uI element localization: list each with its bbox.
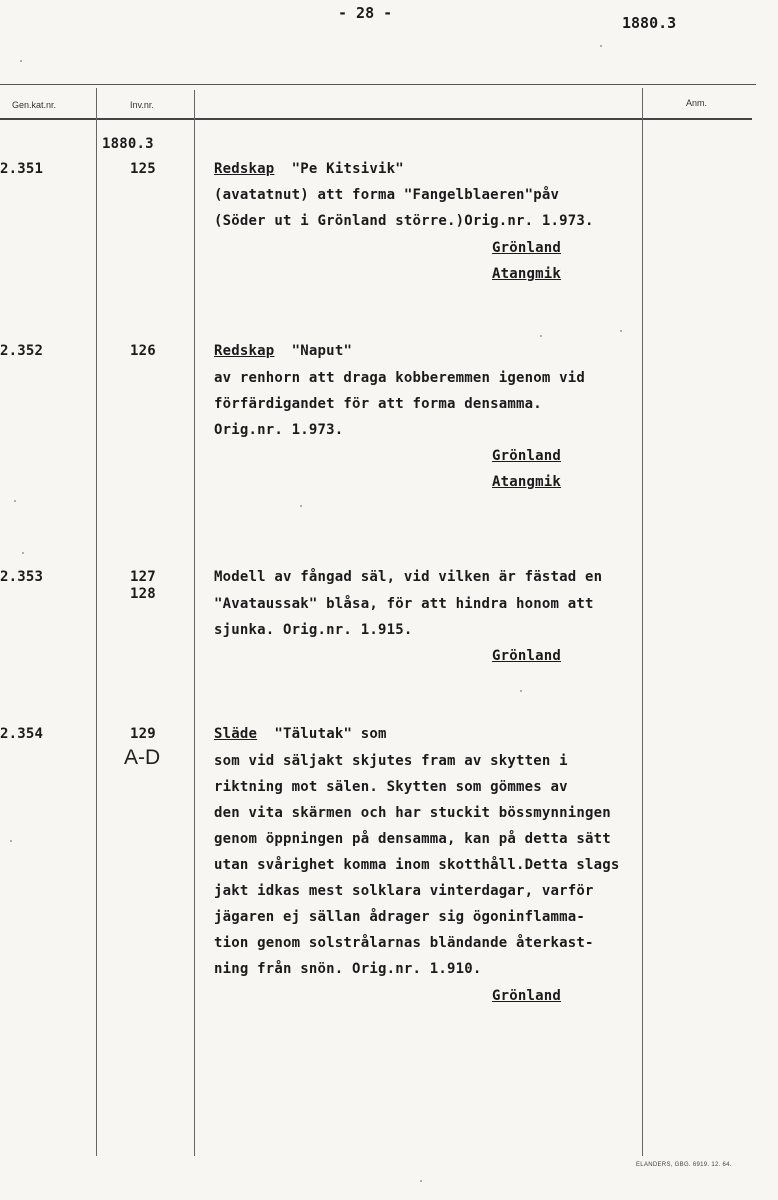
entry-native-term: "Pe Kitsivik" xyxy=(291,161,404,177)
entry-text-line: jakt idkas mest solklara vinterdagar, varför xyxy=(214,883,594,899)
page-number: - 28 - xyxy=(338,4,393,22)
scan-speck xyxy=(520,690,522,692)
entry-name: Redskap xyxy=(214,161,275,177)
entry-text-line: förfärdigandet för att forma densamma. xyxy=(214,396,542,412)
entry-inv-number: 129 xyxy=(130,726,156,742)
scan-speck xyxy=(14,500,16,502)
entry-place: Grönland xyxy=(492,448,562,464)
scan-speck xyxy=(20,60,22,62)
entry-place: Atangmik xyxy=(492,266,562,282)
entry-text-line: Orig.nr. 1.973. xyxy=(214,422,344,438)
entry-text-line: (avatatnut) att forma "Fangelblaeren"påv xyxy=(214,187,560,203)
entry-inv-number: 125 xyxy=(130,161,156,177)
entry-title-line xyxy=(214,343,352,359)
column-heading-anm: Anm. xyxy=(686,98,708,108)
entry-gen-number: 2.353 xyxy=(0,569,44,585)
entry-place: Grönland xyxy=(492,648,562,664)
scan-speck xyxy=(420,1180,422,1182)
entry-text-line: tion genom solstrålarnas bländande återkast- xyxy=(214,935,594,951)
column-heading-inv-nr: Inv.nr. xyxy=(130,100,154,110)
entry-gen-number: 2.354 xyxy=(0,726,44,742)
entry-gen-number: 2.352 xyxy=(0,343,44,359)
header-rule-bottom xyxy=(0,118,752,120)
entry-place: Atangmik xyxy=(492,474,562,490)
entry-text-line: sjunka. Orig.nr. 1.915. xyxy=(214,622,413,638)
entry-text-line: Modell av fångad säl, vid vilken är fästad en xyxy=(214,569,603,585)
entry-text-line: utan svårighet komma inom skotthåll.Detta slags xyxy=(214,857,620,873)
column-divider-2 xyxy=(194,90,195,1156)
entry-place: Grönland xyxy=(492,240,562,256)
header-rule-top xyxy=(0,84,756,85)
entry-text-line: "Avataussak" blåsa, för att hindra honom att xyxy=(214,596,594,612)
entry-title-line xyxy=(214,161,404,177)
scan-speck xyxy=(10,840,12,842)
column-heading-gen-kat-nr: Gen.kat.nr. xyxy=(12,100,57,110)
entry-text-line: den vita skärmen och har stuckit bössmynningen xyxy=(214,805,611,821)
entry-gen-number: 2.351 xyxy=(0,161,44,177)
entry-text-line: som vid säljakt skjutes fram av skytten i xyxy=(214,753,568,769)
entry-name: Släde xyxy=(214,726,258,742)
entry-native-term: "Tälutak" som xyxy=(274,726,387,742)
entry-native-term: "Naput" xyxy=(291,343,353,359)
scan-speck xyxy=(300,505,302,507)
entry-inv-number: 126 xyxy=(130,343,156,359)
entry-text-line: ning från snön. Orig.nr. 1.910. xyxy=(214,961,482,977)
scan-speck xyxy=(620,330,622,332)
entry-text-line: av renhorn att draga kobberemmen igenom vid xyxy=(214,370,586,386)
entry-place: Grönland xyxy=(492,988,562,1004)
entry-title-line xyxy=(214,726,387,742)
scan-speck xyxy=(540,335,542,337)
entry-text-line: (Söder ut i Grönland större.)Orig.nr. 1.973. xyxy=(214,213,594,229)
entry-name: Redskap xyxy=(214,343,275,359)
series-number: 1880.3 xyxy=(622,14,677,32)
column-divider-3 xyxy=(642,88,643,1156)
printer-imprint: ELANDERS, GBG. 6919. 12. 64. xyxy=(636,1162,732,1168)
entry-text-line: riktning mot sälen. Skytten som gömmes av xyxy=(214,779,568,795)
entry-inv-number: 128 xyxy=(130,586,156,602)
entry-text-line: jägaren ej sällan ådrager sig ögoninflamma- xyxy=(214,909,586,925)
section-label: 1880.3 xyxy=(102,136,154,152)
handwritten-annotation: A-D xyxy=(124,746,161,769)
scan-speck xyxy=(600,45,602,47)
entry-text-line: genom öppningen på densamma, kan på detta sätt xyxy=(214,831,611,847)
column-divider-1 xyxy=(96,88,97,1156)
entry-inv-number: 127 xyxy=(130,569,156,585)
scan-speck xyxy=(22,552,24,554)
